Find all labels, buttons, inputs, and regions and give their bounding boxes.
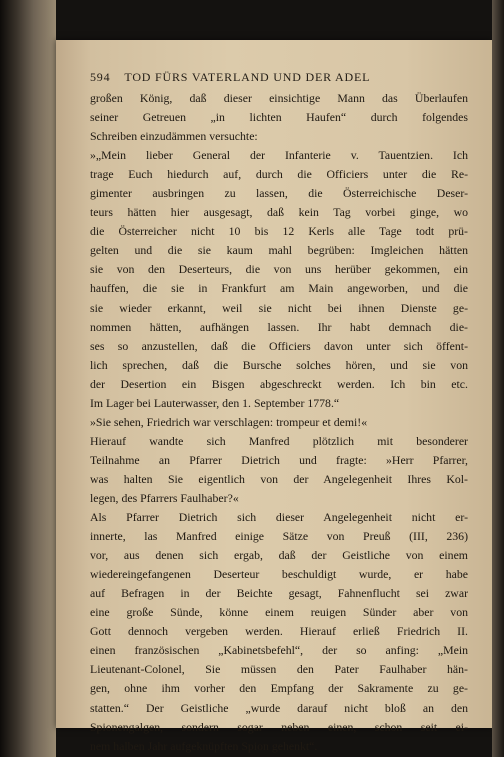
text-line: gen, ohne ihm vorher den Empfang der Sakramente zu ge- xyxy=(90,681,468,696)
text-line: ses so anzustellen, daß die Officiers davon unter sich öffent- xyxy=(90,338,468,353)
text-line: Schreiben einzudämmen versuchte: xyxy=(90,129,258,144)
text-line: »Sie sehen, Friedrich war verschlagen: trompeur et demi!« xyxy=(90,414,368,429)
text-line: gimenter ausbringen zu lassen, die Österreichische Deser- xyxy=(90,186,468,201)
text-line: teurs hätten hier ausgesagt, daß kein Tag vorbei ginge, wo xyxy=(90,205,468,220)
text-line: innerte, las Manfred einige Sätze von Preuß (III, 236) xyxy=(90,529,468,544)
text-line: sie wieder erkannt, weil sie nicht bei ihnen Dienste ge- xyxy=(90,300,468,315)
text-line: trage Euch hiedurch auf, durch die Officiers unter die Re- xyxy=(90,167,468,182)
text-line: Gott dennoch vergeben werden. Hierauf erließ Friedrich II. xyxy=(90,624,468,639)
text-line: die Österreicher nicht 10 bis 12 Kerls alle Tage todt prü- xyxy=(90,224,468,239)
text-line: Im Lager bei Lauterwasser, den 1. September 1778.“ xyxy=(90,395,340,410)
body-text xyxy=(90,89,468,756)
text-line: wiedereingefangenen Deserteur beschuldigt wurde, er habe xyxy=(90,567,468,582)
text-line: großen König, daß dieser einsichtige Mann das Überlaufen xyxy=(90,91,468,105)
text-line: nommen hätten, aufhängen lassen. Ihr habt demnach die- xyxy=(90,319,468,334)
text-line: »„Mein lieber General der Infanterie v. Tauentzien. Ich xyxy=(90,148,468,163)
text-line: einen französischen „Kabinetsbefehl“, der so anfing: „Mein xyxy=(90,643,468,658)
page-number: 594 xyxy=(90,70,111,84)
page-edge xyxy=(492,0,504,757)
text-line: nem halben Jahr aufgeknüpften Spion gehenkt“. xyxy=(90,738,318,753)
text-line: legen, des Pfarrers Faulhaber?« xyxy=(90,490,239,505)
text-line: lich sprechen, daß die Bursche solches hören, und sie von xyxy=(90,357,468,372)
text-line: Teilnahme an Pfarrer Dietrich und fragte: »Herr Pfarrer, xyxy=(90,452,468,467)
text-line: Als Pfarrer Dietrich sich dieser Angelegenheit nicht er- xyxy=(90,510,468,525)
text-line: statten.“ Der Geistliche „wurde darauf nicht bloß an den xyxy=(90,700,468,715)
text-line: auf Befragen in der Beichte gesagt, Fahnenflucht sei zwar xyxy=(90,586,468,601)
text-line: Lieutenant-Colonel, Sie müssen den Pater Faulhaber hän- xyxy=(90,662,468,677)
text-line: gelten und die sie kaum mahl begrüben: Imgleichen hätten xyxy=(90,243,468,258)
text-line: vor, aus denen sich ergab, daß der Geistliche von einem xyxy=(90,548,468,563)
text-line: was halten Sie eigentlich von der Angelegenheit Ihres Kol- xyxy=(90,471,468,486)
text-line: Spionengalgen, sondern sogar neben einen, schon seit ei- xyxy=(90,719,468,734)
text-line: seiner Getreuen „in lichten Haufen“ durch folgendes xyxy=(90,110,468,125)
text-line: eine große Sünde, könne einem reuigen Sünder aber von xyxy=(90,605,468,620)
text-line: Hierauf wandte sich Manfred plötzlich mit besonderer xyxy=(90,433,468,448)
text-line: der Desertion ein Bisgen abgeschreckt werden. Ich bin etc. xyxy=(90,376,468,391)
running-title: TOD FÜRS VATERLAND UND DER ADEL xyxy=(124,70,371,84)
running-header xyxy=(90,70,470,85)
book-gutter-shadow xyxy=(0,0,56,757)
text-line: hauffen, die sie in Frankfurt am Main angeworben, und die xyxy=(90,281,468,296)
text-line: sie von den Deserteurs, die von uns herüber gekommen, ein xyxy=(90,262,468,277)
